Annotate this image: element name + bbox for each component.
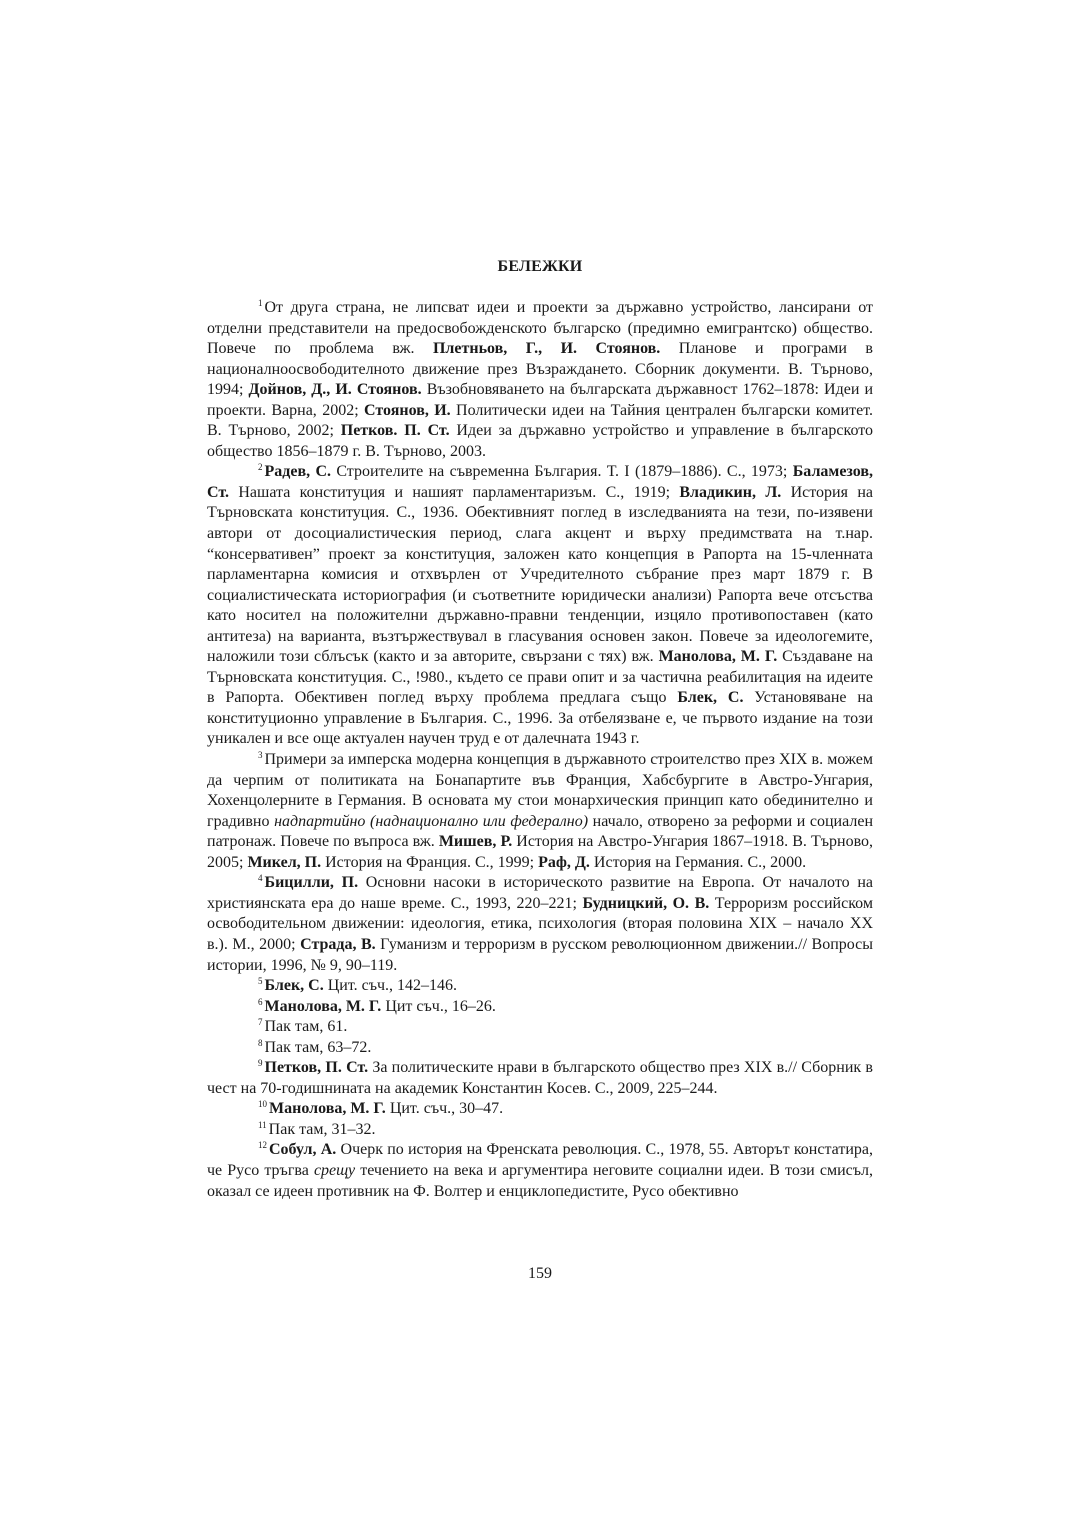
- author-name: Баламезов, Ст.: [207, 463, 873, 501]
- endnote-9: [207, 1058, 873, 1099]
- author-name: Мишев, Р.: [438, 833, 513, 851]
- note-text: Примери за имперска модерна концепция в държавното строителство през XIX в. можем да черпим от политиката на Бонапартите във Франция, Хабсбургите в Австро-Унгария, Хохенцолерните в Германия. В основата му стои монархическия принцип като обединително и градивно: [207, 751, 873, 830]
- note-text: История на Австро-Унгария 1867–1918. В. Търново, 2005;: [207, 833, 874, 871]
- note-text: течението на века и аргументира неговите социални идеи. В този смисъл, оказал се идеен противник на Ф. Волтер и енциклопедистите, Русо обективно: [207, 1161, 873, 1200]
- author-name: Собул, А.: [269, 1141, 337, 1159]
- note-text: Гуманизм и терроризм в русском революционном движении.// Вопросы истории, 1996, № 9, 90–119.: [207, 935, 874, 974]
- author-name: Будницкий, О. В.: [582, 894, 710, 912]
- author-name: Блек, С.: [264, 977, 324, 995]
- author-name: Плетньов, Г., И. Стоянов.: [432, 340, 661, 358]
- page-number: 159: [528, 1265, 552, 1282]
- note-text: Цит съч., 16–26.: [381, 997, 496, 1015]
- author-name: Микел, П.: [247, 853, 322, 871]
- endnote-number: 7: [258, 1017, 263, 1028]
- page-heading: БЕЛЕЖКИ: [497, 258, 583, 275]
- emphasis-text: надпартийно (наднационално или федерално): [274, 812, 589, 830]
- note-text: Пак там, 61.: [264, 1018, 348, 1036]
- author-name: Дойнов, Д., И. Стоянов.: [248, 381, 422, 399]
- endnote-3: [207, 750, 873, 873]
- note-text: За политическите нрави в българското общество през XIX в.// Сборник в чест на 70-годишнината на академик Константин Косев. С., 2009, 225–244.: [207, 1059, 873, 1097]
- endnote-number: 6: [258, 996, 263, 1007]
- note-text: История на Търновската конституция. С., 1936. Обективният поглед в изследванията на тези, по-изявени автори от досоциалистическия период, слага акцент и върху предимствата на т.нар. “консервативен” проект за конституция, заложен като концепция в Рапорта на 15-членната парламентарна комисия и отхвърлен от Учредителното събрание през март 1879 г. В социалистическата историография (и съответните юридически анализи) Рапорта вече отсъства като носител на положителни държавно-правни тенденции, изцяло противопоставен (като антитеза) на варианта, възтържествувал в гласувания основен закон. Повече за идеологемите, наложили този сблъсък (както и за авторите, свързани с тях) вж.: [207, 483, 873, 666]
- endnote-8: [207, 1038, 873, 1059]
- endnote-number: 10: [258, 1099, 267, 1110]
- note-text: История на Франция. С., 1999;: [321, 853, 539, 871]
- note-text: Идеи за държавно устройство и управление в българското общество 1856–1879 г. В. Търново, 2003.: [207, 422, 874, 460]
- note-text: Нашата конституция и нашият парламентаризъм. С., 1919;: [229, 483, 680, 501]
- note-text: Цит. съч., 30–47.: [385, 1100, 504, 1118]
- endnotes-list: [207, 298, 873, 1202]
- endnote-5: [207, 976, 873, 997]
- author-name: Раф, Д.: [538, 853, 590, 871]
- note-text: Пак там, 31–32.: [268, 1120, 376, 1138]
- author-name: Манолова, М. Г.: [658, 648, 778, 666]
- note-text: Създаване на Търновската конституция. С., !980., където се прави опит и за частична реабилитация на идеите в Рапорта. Обективен поглед върху проблема предлага също: [207, 648, 874, 707]
- note-text: Пак там, 63–72.: [264, 1038, 372, 1056]
- note-text: Строителите на съвременна България. Т. I (1879–1886). С., 1973;: [331, 463, 793, 481]
- endnote-12: [207, 1140, 873, 1202]
- author-name: Петков. П. Ст.: [340, 422, 450, 440]
- author-name: Петков, П. Ст.: [264, 1059, 369, 1077]
- note-text: Основни насоки в историческото развитие на Европа. От началото на християнската ера до наше време. С., 1993, 220–221;: [207, 874, 873, 912]
- endnote-number: 3: [258, 750, 263, 761]
- note-text: начало, отворено за реформи и социален патронаж. Повече по въпроса вж.: [207, 812, 874, 851]
- emphasis-text: срещу: [313, 1161, 356, 1179]
- author-name: Бицилли, П.: [264, 874, 359, 892]
- endnote-11: [207, 1120, 873, 1141]
- note-text: Политически идеи на Тайния централен български комитет. В. Търново, 2002;: [207, 401, 874, 440]
- note-text: Установяване на конституционно управление в България. С., 1996. За отбелязване е, че първото издание на този уникален и все още актуален научен труд е от далечната 1943 г.: [207, 689, 874, 748]
- endnote-6: [207, 997, 873, 1018]
- endnote-7: [207, 1017, 873, 1038]
- endnote-1: [207, 298, 873, 462]
- author-name: Манолова, М. Г.: [269, 1100, 386, 1118]
- note-text: Възобновяването на българската държавност 1762–1878: Идеи и проекти. Варна, 2002;: [207, 381, 874, 419]
- note-text: Планове и програми в националноосвободителното движение през Възраждането. Сборник документи. В. Търново, 1994;: [207, 340, 873, 399]
- endnote-number: 12: [258, 1140, 267, 1151]
- author-name: Радев, С.: [264, 463, 331, 481]
- endnote-number: 5: [258, 976, 263, 987]
- endnote-number: 2: [258, 462, 263, 473]
- endnote-number: 1: [258, 298, 263, 308]
- note-text: Цит. съч., 142–146.: [323, 977, 458, 995]
- note-text: Терроризм российском освободительном движении: идеология, етика, психология (вторая половина XIX – начало XX в.). М., 2000;: [207, 894, 873, 953]
- note-text: Очерк по история на Френската революция. С., 1978, 55. Авторът констатира, че Русо тръгва: [207, 1141, 874, 1179]
- author-name: Владикин, Л.: [679, 483, 782, 501]
- endnote-number: 8: [258, 1037, 263, 1048]
- author-name: Блек, С.: [677, 689, 744, 707]
- note-text: История на Германия. С., 2000.: [589, 853, 807, 871]
- endnote-4: [207, 873, 873, 976]
- endnote-number: 9: [258, 1058, 263, 1069]
- endnote-number: 11: [258, 1119, 267, 1130]
- endnote-number: 4: [258, 873, 263, 884]
- endnote-10: [207, 1099, 873, 1120]
- endnote-2: [207, 462, 873, 750]
- author-name: Манолова, М. Г.: [264, 997, 382, 1015]
- author-name: Стоянов, И.: [364, 401, 451, 419]
- note-text: От друга страна, не липсват идеи и проекти за държавно устройство, лансирани от отделни представители на предосвобожденското българско (предимно емигрантско) общество. Повече по проблема вж.: [207, 299, 873, 358]
- author-name: Страда, В.: [300, 935, 376, 953]
